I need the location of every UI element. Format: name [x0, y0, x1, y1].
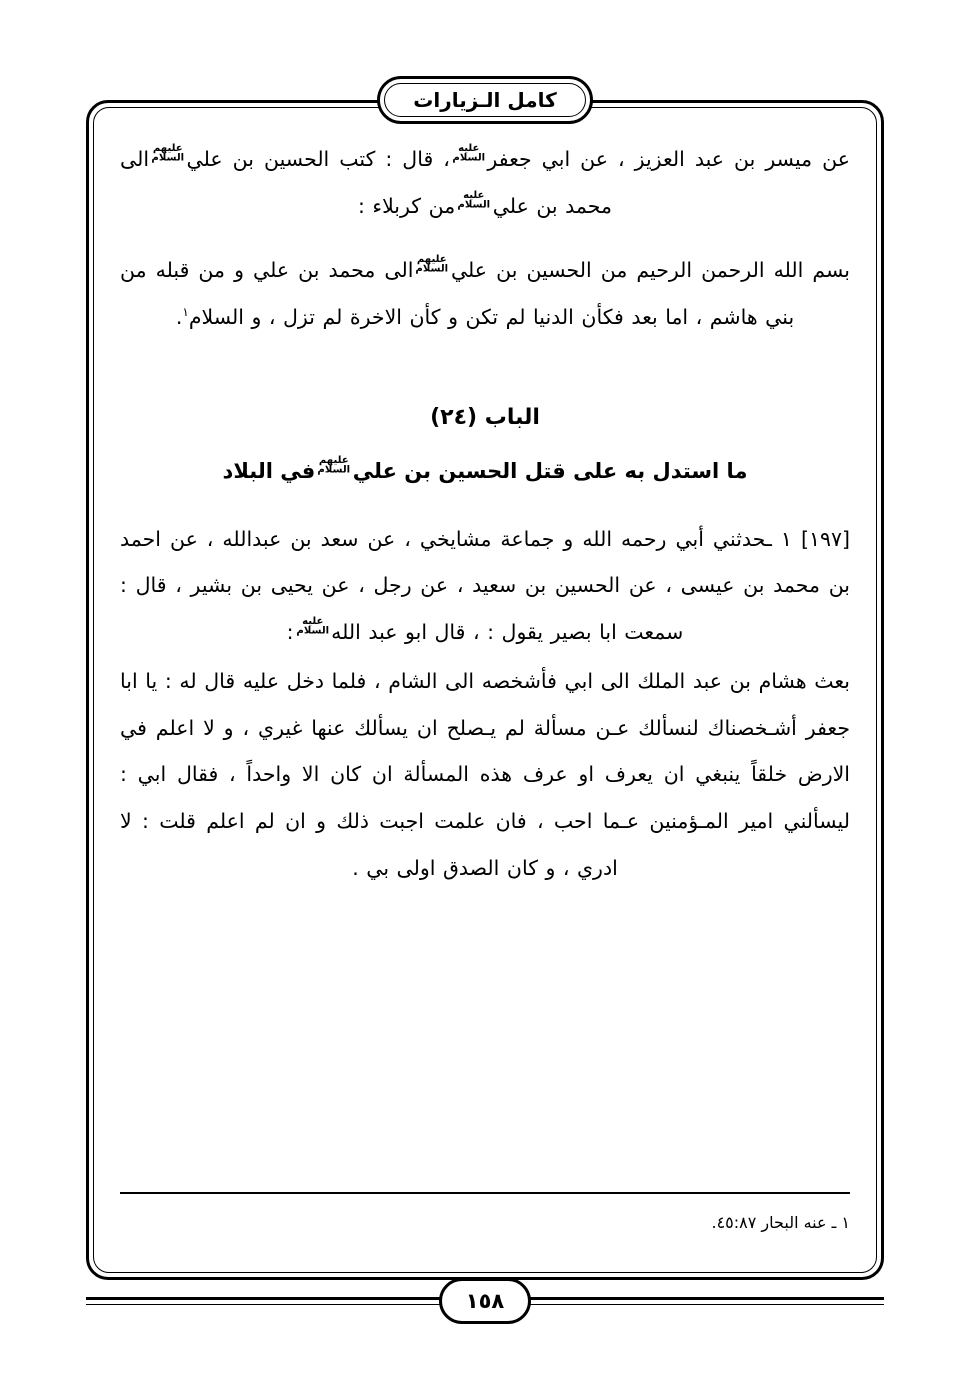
spacer [120, 231, 850, 247]
chapter-number: الباب (٢٤) [430, 404, 540, 430]
spacer [120, 343, 850, 405]
paragraph-1-part-b: ، قال : كتب الحسين بن علي [186, 147, 450, 171]
hadith-number: ١ ـ [765, 526, 792, 551]
paragraph-1-part-d: من كربلاء : [358, 193, 456, 218]
hadith-entry [120, 516, 850, 656]
honorific-icon: عليه السلام [452, 141, 485, 164]
paragraph-2-part-c: . [175, 305, 183, 330]
honorific-icon: عليهم السلام [415, 253, 449, 275]
hadith-body-text: بعث هشام بن عبد الملك الى ابي فأشخصه الى الشام ، فلما دخل عليه قال له : يا ابا جعفر أشـخصناك لنسألك عـن مسألة لم يـصلح ان يسألك عنها غيري ، و لا اعلم في الارض خلقاً ينبغي ان يعرف او عرف هذه المسألة ان كان الا واحداً ، فقال ابي : ليسألني امير المـؤمنين عـما احب ، فان علمت اجبت ذلك و ان لم اعلم قلت : لا ادري ، و كان الصدق اولى بي . [120, 668, 850, 880]
hadith-index: [١٩٧] [800, 526, 850, 551]
footnote-item: ١ ـ عنه البحار ٤٥:٨٧. [711, 1213, 850, 1232]
honorific-icon: عليهم السلام [317, 453, 351, 476]
footnotes-section [120, 1192, 850, 1236]
page-content [120, 136, 850, 1256]
chapter-title-part-b: في البلاد [222, 458, 316, 483]
honorific-icon: عليه السلام [295, 615, 329, 637]
hadith-chain-text: حدثني أبي رحمه الله و جماعة مشايخي ، عن سعد بن عبدالله ، عن احمد بن محمد بن عيسى ، عن الحسين بن سعيد ، عن رجل ، عن يحيى بن بشير ، قال : سمعت ابا بصير يقول : ، قال ابو عبد الله [120, 526, 850, 645]
paragraph-1-part-c: الى محمد بن علي [120, 147, 612, 218]
paragraph-2-part-b: الى محمد بن علي و من قبله من بني هاشم ، اما بعد فكأن الدنيا لم تكن و كأن الاخرة لم تزل ، و السلام [120, 258, 795, 330]
paragraph-1-part-a: عن ميسر بن عبد العزيز ، عن ابي جعفر [487, 147, 850, 171]
page-number: ١٥٨ [465, 1289, 505, 1313]
hadith-text-b: : [286, 620, 294, 645]
honorific-icon: عليهم السلام [151, 141, 185, 164]
book-title: كامل الـزيارات [413, 88, 557, 112]
paragraph-letter-text [120, 247, 850, 340]
footnote-reference-1: ١ [182, 305, 189, 320]
paragraph-2-part-a: بسم الله الرحمن الرحيم من الحسين بن علي [450, 258, 850, 283]
honorific-icon: عليه السلام [457, 188, 491, 211]
footnote-separator [120, 1192, 850, 1194]
header-cartouche [377, 76, 593, 124]
chapter-title-part-a: ما استدل به على قتل الحسين بن علي [352, 458, 748, 483]
page-number-cartouche [439, 1278, 531, 1324]
chapter-title [120, 454, 850, 490]
paragraph-narration-1 [120, 136, 850, 229]
